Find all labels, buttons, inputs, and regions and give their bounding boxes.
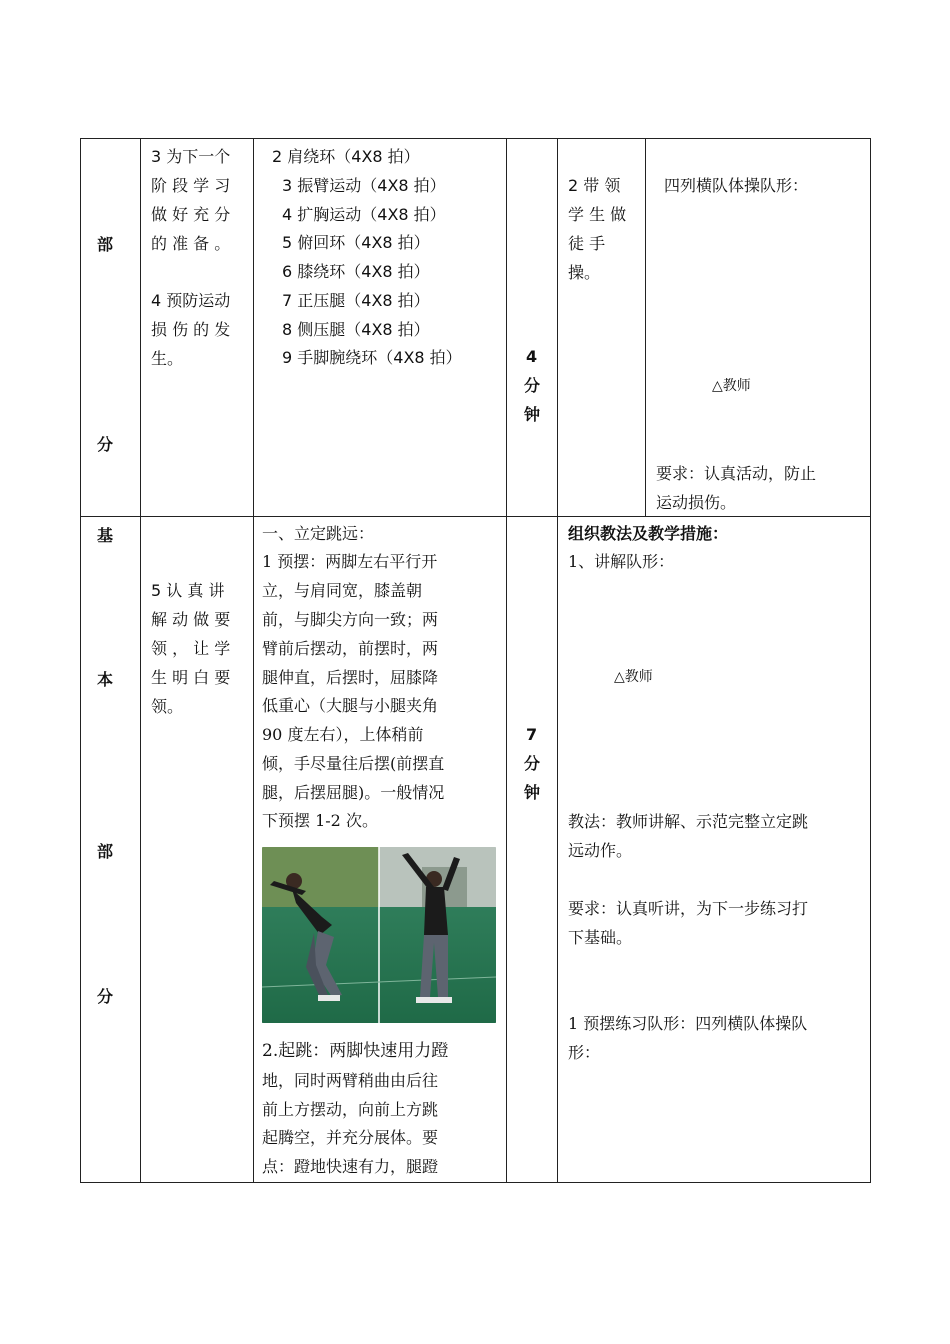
goal-line: 领 ， 让 学 [151,639,231,658]
teach-method-line: 远动作。 [568,841,633,860]
organization-cell [558,517,871,1183]
practice-line: 1 预摆练习队形：四列横队体操队 [568,1014,808,1033]
section-char: 本 [97,670,114,689]
section-cell [81,517,141,1183]
org-title: 四列横队体操队形： [664,176,809,195]
content-line: 下预摆 1-2 次。 [262,811,378,830]
time-char: 分 [524,376,541,395]
time-char: 钟 [524,405,541,424]
exercise-item: 9 手脚腕绕环（4X8 拍） [282,348,462,367]
goal-line: 领。 [151,697,184,716]
time-char: 7 [526,725,538,744]
requirement-line: 下基础。 [568,928,633,947]
time-char: 钟 [524,783,541,802]
content-line: 1 预摆：两脚左右平行开 [262,552,438,571]
content-line: 前，与脚尖方向一致；两 [262,610,439,629]
goal-line: 3 为下一个 [151,147,231,166]
content-line: 腿伸直，后摆时，屈膝降 [262,668,439,687]
organization-cell [646,139,871,517]
goal-line: 损 伤 的 发 [151,320,231,339]
goal-line: 做 好 充 分 [151,205,231,224]
requirement-line: 运动损伤。 [656,493,737,512]
goal-line: 解 动 做 要 [151,610,231,629]
content-cell [254,139,507,517]
content-cell [254,517,507,1183]
method-line: 操。 [568,263,601,282]
method-cell [558,139,646,517]
time-cell [507,517,558,1183]
method-line: 徒 手 [568,234,606,253]
goal-line: 生 明 白 要 [151,668,231,687]
teach-method-line: 教法：教师讲解、示范完整立定跳 [568,812,809,831]
content-line: 一、立定跳远： [262,524,375,543]
teacher-marker: △教师 [614,669,653,685]
goal-line: 阶 段 学 习 [151,176,231,195]
content-line: 90 度左右），上体稍前 [262,725,424,744]
teacher-marker: △教师 [712,378,751,394]
section-cell [81,139,141,517]
time-char: 分 [524,754,541,773]
requirement-line: 要求：认真听讲，为下一步练习打 [568,899,809,918]
lesson-plan-table [80,138,871,1183]
content-line: 倾，手尽量往后摆(前摆直 [262,754,445,773]
goal-line: 生。 [151,349,184,368]
content-line: 前上方摆动，向前上方跳 [262,1100,439,1119]
org-heading: 组织教法及教学措施： [568,524,729,543]
method-line: 2 带 领 [568,176,621,195]
section-char: 部 [97,842,114,861]
requirement-line: 要求：认真活动，防止 [656,464,817,483]
content-line: 腿，后摆屈腿)。一般情况 [262,783,445,802]
content-line: 地，同时两臂稍曲由后往 [262,1071,439,1090]
content-line: 臂前后摆动，前摆时，两 [262,639,439,658]
exercise-item: 4 扩胸运动（4X8 拍） [282,205,446,224]
goal-line: 4 预防运动 [151,291,231,310]
time-char: 4 [526,347,538,366]
exercise-item: 8 侧压腿（4X8 拍） [282,320,430,339]
content-line: 2.起跳：两脚快速用力蹬 [262,1041,449,1061]
time-cell [507,139,558,517]
exercise-item: 5 俯回环（4X8 拍） [282,233,430,252]
content-line: 点：蹬地快速有力，腿蹬 [262,1157,439,1176]
jump-preparation-photo [262,847,496,1023]
exercise-item: 3 振臂运动（4X8 拍） [282,176,446,195]
table-row-main [81,517,871,1183]
exercise-item: 2 肩绕环（4X8 拍） [272,147,420,166]
content-line: 立，与肩同宽，膝盖朝 [262,581,423,600]
goals-cell [141,517,254,1183]
section-char: 基 [97,526,114,545]
exercise-item: 6 膝绕环（4X8 拍） [282,262,430,281]
goals-cell [141,139,254,517]
goal-line: 的 准 备 。 [151,234,231,253]
content-line: 起腾空，并充分展体。要 [262,1128,439,1147]
method-line: 学 生 做 [568,205,627,224]
org-step: 1、讲解队形： [568,552,675,571]
exercise-item: 7 正压腿（4X8 拍） [282,291,430,310]
section-char: 分 [97,987,114,1006]
goal-line: 5 认 真 讲 [151,581,225,600]
section-char: 分 [97,435,114,454]
section-char: 部 [97,235,114,254]
content-line: 低重心（大腿与小腿夹角 [262,696,439,715]
table-row-warmup [81,139,871,517]
practice-line: 形： [568,1043,601,1062]
